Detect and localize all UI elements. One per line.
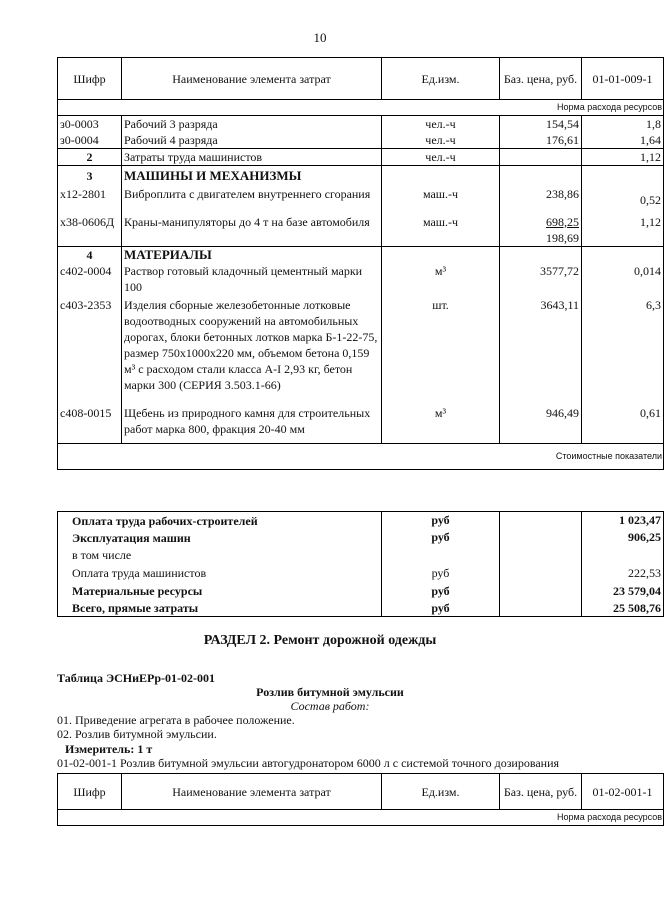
row-qty: 0,61	[582, 393, 664, 444]
measure-label: Измеритель: 1 т	[65, 742, 153, 756]
row-price-cell	[500, 208, 582, 247]
table-row	[58, 208, 664, 247]
cost-value: 23 579,04	[582, 581, 664, 599]
row-qty: 1,8	[582, 116, 664, 133]
resource-table-2	[57, 773, 664, 826]
page-number: 10	[313, 30, 327, 45]
row-code: х12-2801	[58, 186, 122, 208]
cost-row	[58, 599, 664, 617]
cost-unit: руб	[382, 512, 500, 530]
section-number: 4	[58, 246, 122, 263]
row-unit: чел.-ч	[382, 116, 500, 133]
section-heading: МАТЕРИАЛЫ	[122, 246, 382, 263]
section-title: РАЗДЕЛ 2. Ремонт дорожной одежды	[203, 633, 437, 648]
item-title: 01-02-001-1 Розлив битумной эмульсии автогудронатором 6000 л с системой точного дозирования	[57, 756, 560, 770]
row-unit: м³	[382, 393, 500, 444]
row-name: Затраты труда машинистов	[122, 149, 382, 166]
norm-caption: Норма расхода ресурсов	[58, 100, 664, 116]
cost-name: Материальные ресурсы	[58, 581, 382, 599]
row-qty: 0,52	[582, 186, 664, 208]
row-price	[500, 149, 582, 166]
header-code: Шифр	[58, 58, 122, 100]
row-name: Рабочий 3 разряда	[122, 116, 382, 133]
row-code: з0-0004	[58, 132, 122, 149]
row-qty: 1,12	[582, 208, 664, 247]
header-name: Наименование элемента затрат	[122, 774, 382, 810]
row-code: х38-0606Д	[58, 208, 122, 247]
cost-name: в том числе	[58, 546, 382, 563]
row-name: Изделия сборные железобетонные лотковые водоотводных сооружений на автомобильных дорогах, блоки бетонных лотков марка Б-1-22-75, размер 750х1000х220 мм, объемом бетона 0,159 м³ с расходом стали класса А-I 2,93 кг, бетон марки 300 (СЕРИЯ 3.503.1-66)	[122, 295, 382, 393]
table-row	[58, 295, 664, 393]
row-name: Краны-манипуляторы до 4 т на базе автомобиля	[122, 208, 382, 247]
cost-name: Эксплуатация машин	[58, 529, 382, 546]
table-row	[58, 263, 664, 295]
cost-value: 906,25	[582, 529, 664, 546]
row-price: 176,61	[500, 132, 582, 149]
table-row	[58, 116, 664, 133]
row-unit: чел.-ч	[382, 149, 500, 166]
section-heading: МАШИНЫ И МЕХАНИЗМЫ	[122, 166, 382, 186]
table-name: Таблица ЭСНиЕРр-01-02-001	[57, 671, 216, 685]
cost-unit: руб	[382, 563, 500, 581]
cost-unit: руб	[382, 529, 500, 546]
row-name: Виброплита с двигателем внутреннего сгорания	[122, 186, 382, 208]
row-unit: маш.-ч	[382, 208, 500, 247]
norm-caption: Норма расхода ресурсов	[58, 810, 664, 826]
row-code: з0-0003	[58, 116, 122, 133]
row-price: 946,49	[500, 393, 582, 444]
cost-row	[58, 563, 664, 581]
cost-name: Оплата труда машинистов	[58, 563, 382, 581]
row-price: 238,86	[500, 186, 582, 208]
cost-summary-table	[57, 511, 664, 617]
cost-caption: Стоимостные показатели	[58, 443, 664, 469]
row-price: 3643,11	[500, 295, 582, 393]
table-row	[58, 132, 664, 149]
header-unit: Ед.изм.	[382, 58, 500, 100]
row-code: с408-0015	[58, 393, 122, 444]
row-name: Раствор готовый кладочный цементный марки 100	[122, 263, 382, 295]
header-name: Наименование элемента затрат	[122, 58, 382, 100]
row-price: 698,25	[546, 214, 579, 229]
section-number: 3	[58, 166, 122, 186]
table-row	[58, 149, 664, 166]
resource-table-1	[57, 57, 664, 470]
table-row	[58, 246, 664, 263]
header-norm-code: 01-01-009-1	[582, 58, 664, 100]
cost-value: 222,53	[582, 563, 664, 581]
row-unit: м³	[382, 263, 500, 295]
cost-unit: руб	[382, 599, 500, 617]
header-unit: Ед.изм.	[382, 774, 500, 810]
row-code: с402-0004	[58, 263, 122, 295]
work-step-1: 01. Приведение агрегата в рабочее положение.	[57, 713, 295, 727]
cost-name: Оплата труда рабочих-строителей	[58, 512, 382, 530]
row-unit: маш.-ч	[382, 186, 500, 208]
row-qty: 6,3	[582, 295, 664, 393]
row-name: Рабочий 4 разряда	[122, 132, 382, 149]
row-code: 2	[58, 149, 122, 166]
composition-label: Состав работ:	[290, 699, 370, 713]
table-row	[58, 186, 664, 208]
row-unit: чел.-ч	[382, 132, 500, 149]
cost-row	[58, 512, 664, 530]
row-unit: шт.	[382, 295, 500, 393]
row-price: 3577,72	[500, 263, 582, 295]
cost-row	[58, 529, 664, 546]
row-qty: 1,64	[582, 132, 664, 149]
work-step-2: 02. Розлив битумной эмульсии.	[57, 727, 217, 741]
header-code: Шифр	[58, 774, 122, 810]
row-price-secondary: 198,69	[546, 230, 579, 245]
header-price: Баз. цена, руб.	[500, 58, 582, 100]
header-norm-code: 01-02-001-1	[582, 774, 664, 810]
cost-name: Всего, прямые затраты	[58, 599, 382, 617]
cost-row	[58, 581, 664, 599]
row-price: 154,54	[500, 116, 582, 133]
row-code: с403-2353	[58, 295, 122, 393]
table-row	[58, 393, 664, 444]
cost-row	[58, 546, 664, 563]
cost-value: 25 508,76	[582, 599, 664, 617]
header-price: Баз. цена, руб.	[500, 774, 582, 810]
cost-unit: руб	[382, 581, 500, 599]
row-name: Щебень из природного камня для строительных работ марка 800, фракция 20-40 мм	[122, 393, 382, 444]
row-qty: 1,12	[582, 149, 664, 166]
table-subtitle: Розлив битумной эмульсии	[256, 685, 404, 699]
table-row	[58, 166, 664, 186]
cost-value: 1 023,47	[582, 512, 664, 530]
row-qty: 0,014	[582, 263, 664, 295]
